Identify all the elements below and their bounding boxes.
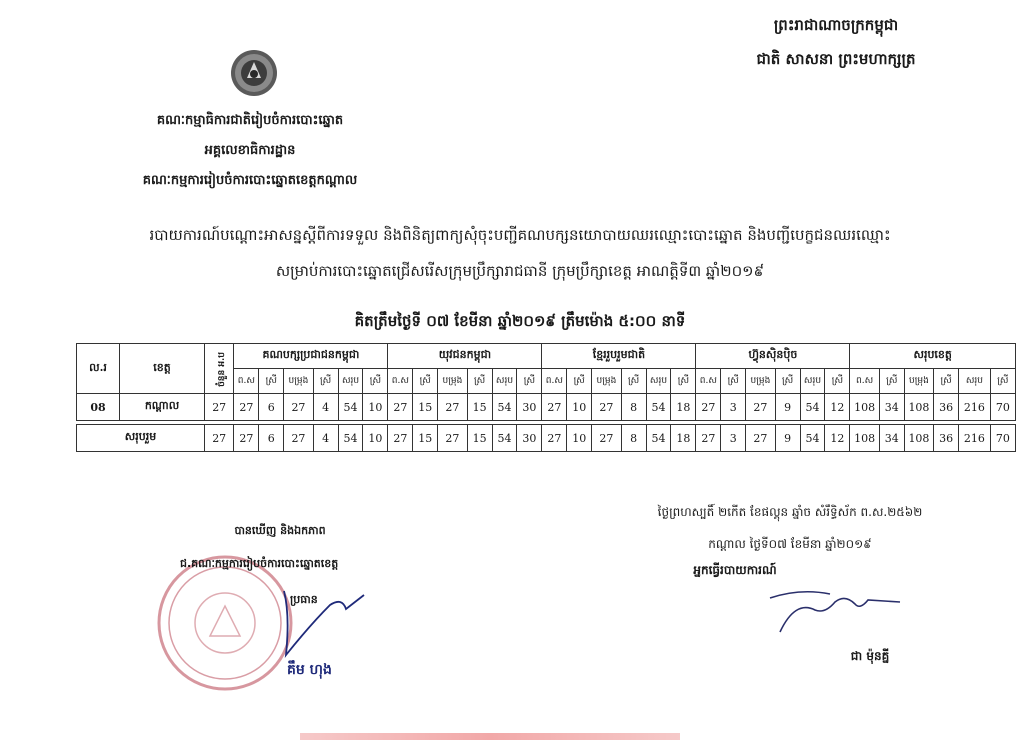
subheader-cell: ស្រី <box>671 369 696 394</box>
value-cell: 4 <box>313 425 338 452</box>
value-cell: 27 <box>388 425 413 452</box>
value-cell: 108 <box>904 394 933 421</box>
value-cell: 36 <box>934 394 959 421</box>
bottom-edge-stripe <box>300 733 680 740</box>
reporter-name: ជា ម៉ុនគ្នី <box>850 649 890 663</box>
value-cell: 15 <box>413 425 438 452</box>
header-number: ល.រ <box>77 344 120 394</box>
value-cell: 15 <box>413 394 438 421</box>
value-cell: 27 <box>234 425 259 452</box>
value-cell: 36 <box>934 425 959 452</box>
header-party-cpp: គណបក្សប្រជាជនកម្ពុជា <box>234 344 388 369</box>
kingdom-line: ព្រះរាជាណាចក្រកម្ពុជា <box>773 16 899 34</box>
subheader-cell: ស្រី <box>825 369 850 394</box>
value-cell: 54 <box>492 394 517 421</box>
value-cell: 54 <box>800 394 825 421</box>
subheader-cell: សរុប <box>959 369 991 394</box>
subheader-cell: បម្រុង <box>904 369 933 394</box>
value-cell: 18 <box>671 425 696 452</box>
value-cell: 12 <box>825 394 850 421</box>
value-cell: 3 <box>721 394 746 421</box>
seal-organization: ជ.គណៈកម្មការរៀបចំការបោះឆ្នោតខេត្ត <box>180 557 339 570</box>
value-cell: 34 <box>879 425 904 452</box>
value-cell: 27 <box>696 394 721 421</box>
subheader-cell: ស្រី <box>517 369 542 394</box>
value-cell: 18 <box>671 394 696 421</box>
value-cell: 10 <box>363 394 388 421</box>
value-cell: 12 <box>825 425 850 452</box>
subheader-cell: សរុប <box>492 369 517 394</box>
value-cell: 27 <box>284 394 313 421</box>
value-cell: 54 <box>338 394 363 421</box>
approver-signature-icon <box>280 585 370 665</box>
header-party-funcinpec: ហ៊្វុនស៊ិនប៉ិច <box>696 344 850 369</box>
subheader-cell: សរុប <box>800 369 825 394</box>
subheader-cell: បម្រុង <box>438 369 467 394</box>
subheader-cell: ស្រី <box>721 369 746 394</box>
header-party-khmer-unity: ខ្មែររួបរួមជាតិ <box>542 344 696 369</box>
subheader-cell: ស្រី <box>567 369 592 394</box>
registration-table <box>76 343 1016 452</box>
lunar-date: ថ្ងៃព្រហស្បតិ៍ ២កើត ខែផល្គុន ឆ្នាំច សំរឹទ្ធិស័ក ព.ស.២៥៦២ <box>657 505 923 519</box>
subheader-cell: ព.ស <box>388 369 413 394</box>
reporter-title: អ្នកធ្វើរបាយការណ៍ <box>693 563 777 577</box>
value-cell: 27 <box>284 425 313 452</box>
total-row <box>77 425 1016 452</box>
value-cell: 27 <box>592 425 621 452</box>
reporter-signature-icon <box>760 580 910 640</box>
kingdom-heading <box>706 8 966 76</box>
report-date-block <box>600 496 980 560</box>
value-cell: 27 <box>438 425 467 452</box>
value-cell: 70 <box>990 394 1015 421</box>
value-cell: 15 <box>467 425 492 452</box>
header-party-youth: យុវជនកម្ពុជា <box>388 344 542 369</box>
subheader-cell: បម្រុង <box>592 369 621 394</box>
value-cell: 27 <box>234 394 259 421</box>
subheader-cell: ព.ស <box>234 369 259 394</box>
value-cell: 108 <box>850 394 879 421</box>
subheader-cell: បម្រុង <box>284 369 313 394</box>
organization-heading <box>70 106 430 196</box>
value-cell: 27 <box>746 425 775 452</box>
org-line-secretariat: អគ្គលេខាធិការដ្ឋាន <box>204 143 296 158</box>
report-title: របាយការណ៍បណ្តោះអាសន្នស្តីពីការទទួល និងពិនិត្យពាក្យសុំចុះបញ្ជីគណបក្សនយោបាយឈរឈ្មោះបោះឆ្នោត និងបញ្ជីបេក្ខជនឈរឈ្មោះ <box>149 226 891 244</box>
subheader-cell: ស្រី <box>621 369 646 394</box>
value-cell: 27 <box>696 425 721 452</box>
subheader-cell: សរុប <box>646 369 671 394</box>
nec-emblem-icon <box>229 48 279 98</box>
report-subtitle: សម្រាប់ការបោះឆ្នោតជ្រើសរើសក្រុមប្រឹក្សារាជធានី ក្រុមប្រឹក្សាខេត្ត អាណត្តិទី៣ ឆ្នាំ២០១៩ <box>275 262 765 280</box>
value-cell: 8 <box>621 425 646 452</box>
value-cell: 3 <box>721 425 746 452</box>
value-cell: 216 <box>959 394 991 421</box>
subheader-cell: ស្រី <box>934 369 959 394</box>
subheader-cell: ព.ស <box>696 369 721 394</box>
value-cell: 9 <box>775 425 800 452</box>
subheader-cell: ស្រី <box>413 369 438 394</box>
row-seats: 27 <box>204 394 233 421</box>
value-cell: 27 <box>388 394 413 421</box>
header-province: ខេត្ត <box>120 344 205 394</box>
value-cell: 54 <box>646 425 671 452</box>
value-cell: 34 <box>879 394 904 421</box>
value-cell: 10 <box>567 425 592 452</box>
value-cell: 54 <box>338 425 363 452</box>
subheader-cell: ព.ស <box>850 369 879 394</box>
header-province-total: សរុបខេត្ត <box>850 344 1016 369</box>
value-cell: 27 <box>746 394 775 421</box>
subheader-cell: ព.ស <box>542 369 567 394</box>
value-cell: 70 <box>990 425 1015 452</box>
total-seats: 27 <box>204 425 233 452</box>
org-line-province: គណៈកម្មការរៀបចំការបោះឆ្នោតខេត្តកណ្តាល <box>142 173 358 188</box>
value-cell: 54 <box>646 394 671 421</box>
seal-role: ប្រធាន <box>290 593 318 606</box>
value-cell: 27 <box>542 394 567 421</box>
subheader-cell: ស្រី <box>313 369 338 394</box>
value-cell: 30 <box>517 394 542 421</box>
value-cell: 10 <box>363 425 388 452</box>
value-cell: 6 <box>259 394 284 421</box>
value-cell: 27 <box>542 425 567 452</box>
value-cell: 27 <box>592 394 621 421</box>
motto-line: ជាតិ សាសនា ព្រះមហាក្សត្រ <box>756 50 916 68</box>
value-cell: 27 <box>438 394 467 421</box>
subheader-cell: សរុប <box>338 369 363 394</box>
subheader-cell: ស្រី <box>879 369 904 394</box>
subheader-cell: ស្រី <box>775 369 800 394</box>
value-cell: 15 <box>467 394 492 421</box>
value-cell: 108 <box>904 425 933 452</box>
table-row <box>77 394 1016 421</box>
approval-label: បានឃើញ និងឯកភាព <box>234 524 326 537</box>
row-province: កណ្តាល <box>120 394 205 421</box>
report-as-of-date: គិតត្រឹមថ្ងៃទី ០៧ ខែមីនា ឆ្នាំ២០១៩ ត្រឹមម៉ោង ៥:០០ នាទី <box>354 312 686 330</box>
subheader-cell: ស្រី <box>990 369 1015 394</box>
header-seats-label: ចំនួន អ.ប <box>216 352 227 387</box>
value-cell: 4 <box>313 394 338 421</box>
value-cell: 30 <box>517 425 542 452</box>
header-seats <box>204 344 233 394</box>
value-cell: 6 <box>259 425 284 452</box>
subheader-cell: ស្រី <box>467 369 492 394</box>
subheader-cell: បម្រុង <box>746 369 775 394</box>
value-cell: 9 <box>775 394 800 421</box>
org-line-committee: គណៈកម្មាធិការជាតិរៀបចំការបោះឆ្នោត <box>156 113 344 128</box>
approver-name: គឹម ហុង <box>287 662 332 678</box>
total-label: សរុបរួម <box>77 425 205 452</box>
value-cell: 216 <box>959 425 991 452</box>
subheader-cell: ស្រី <box>259 369 284 394</box>
value-cell: 108 <box>850 425 879 452</box>
value-cell: 54 <box>800 425 825 452</box>
row-number: 08 <box>77 394 120 421</box>
value-cell: 54 <box>492 425 517 452</box>
value-cell: 8 <box>621 394 646 421</box>
value-cell: 10 <box>567 394 592 421</box>
solar-date: កណ្តាល ថ្ងៃទី០៧ ខែមីនា ឆ្នាំ២០១៩ <box>708 537 872 551</box>
subheader-cell: ស្រី <box>363 369 388 394</box>
